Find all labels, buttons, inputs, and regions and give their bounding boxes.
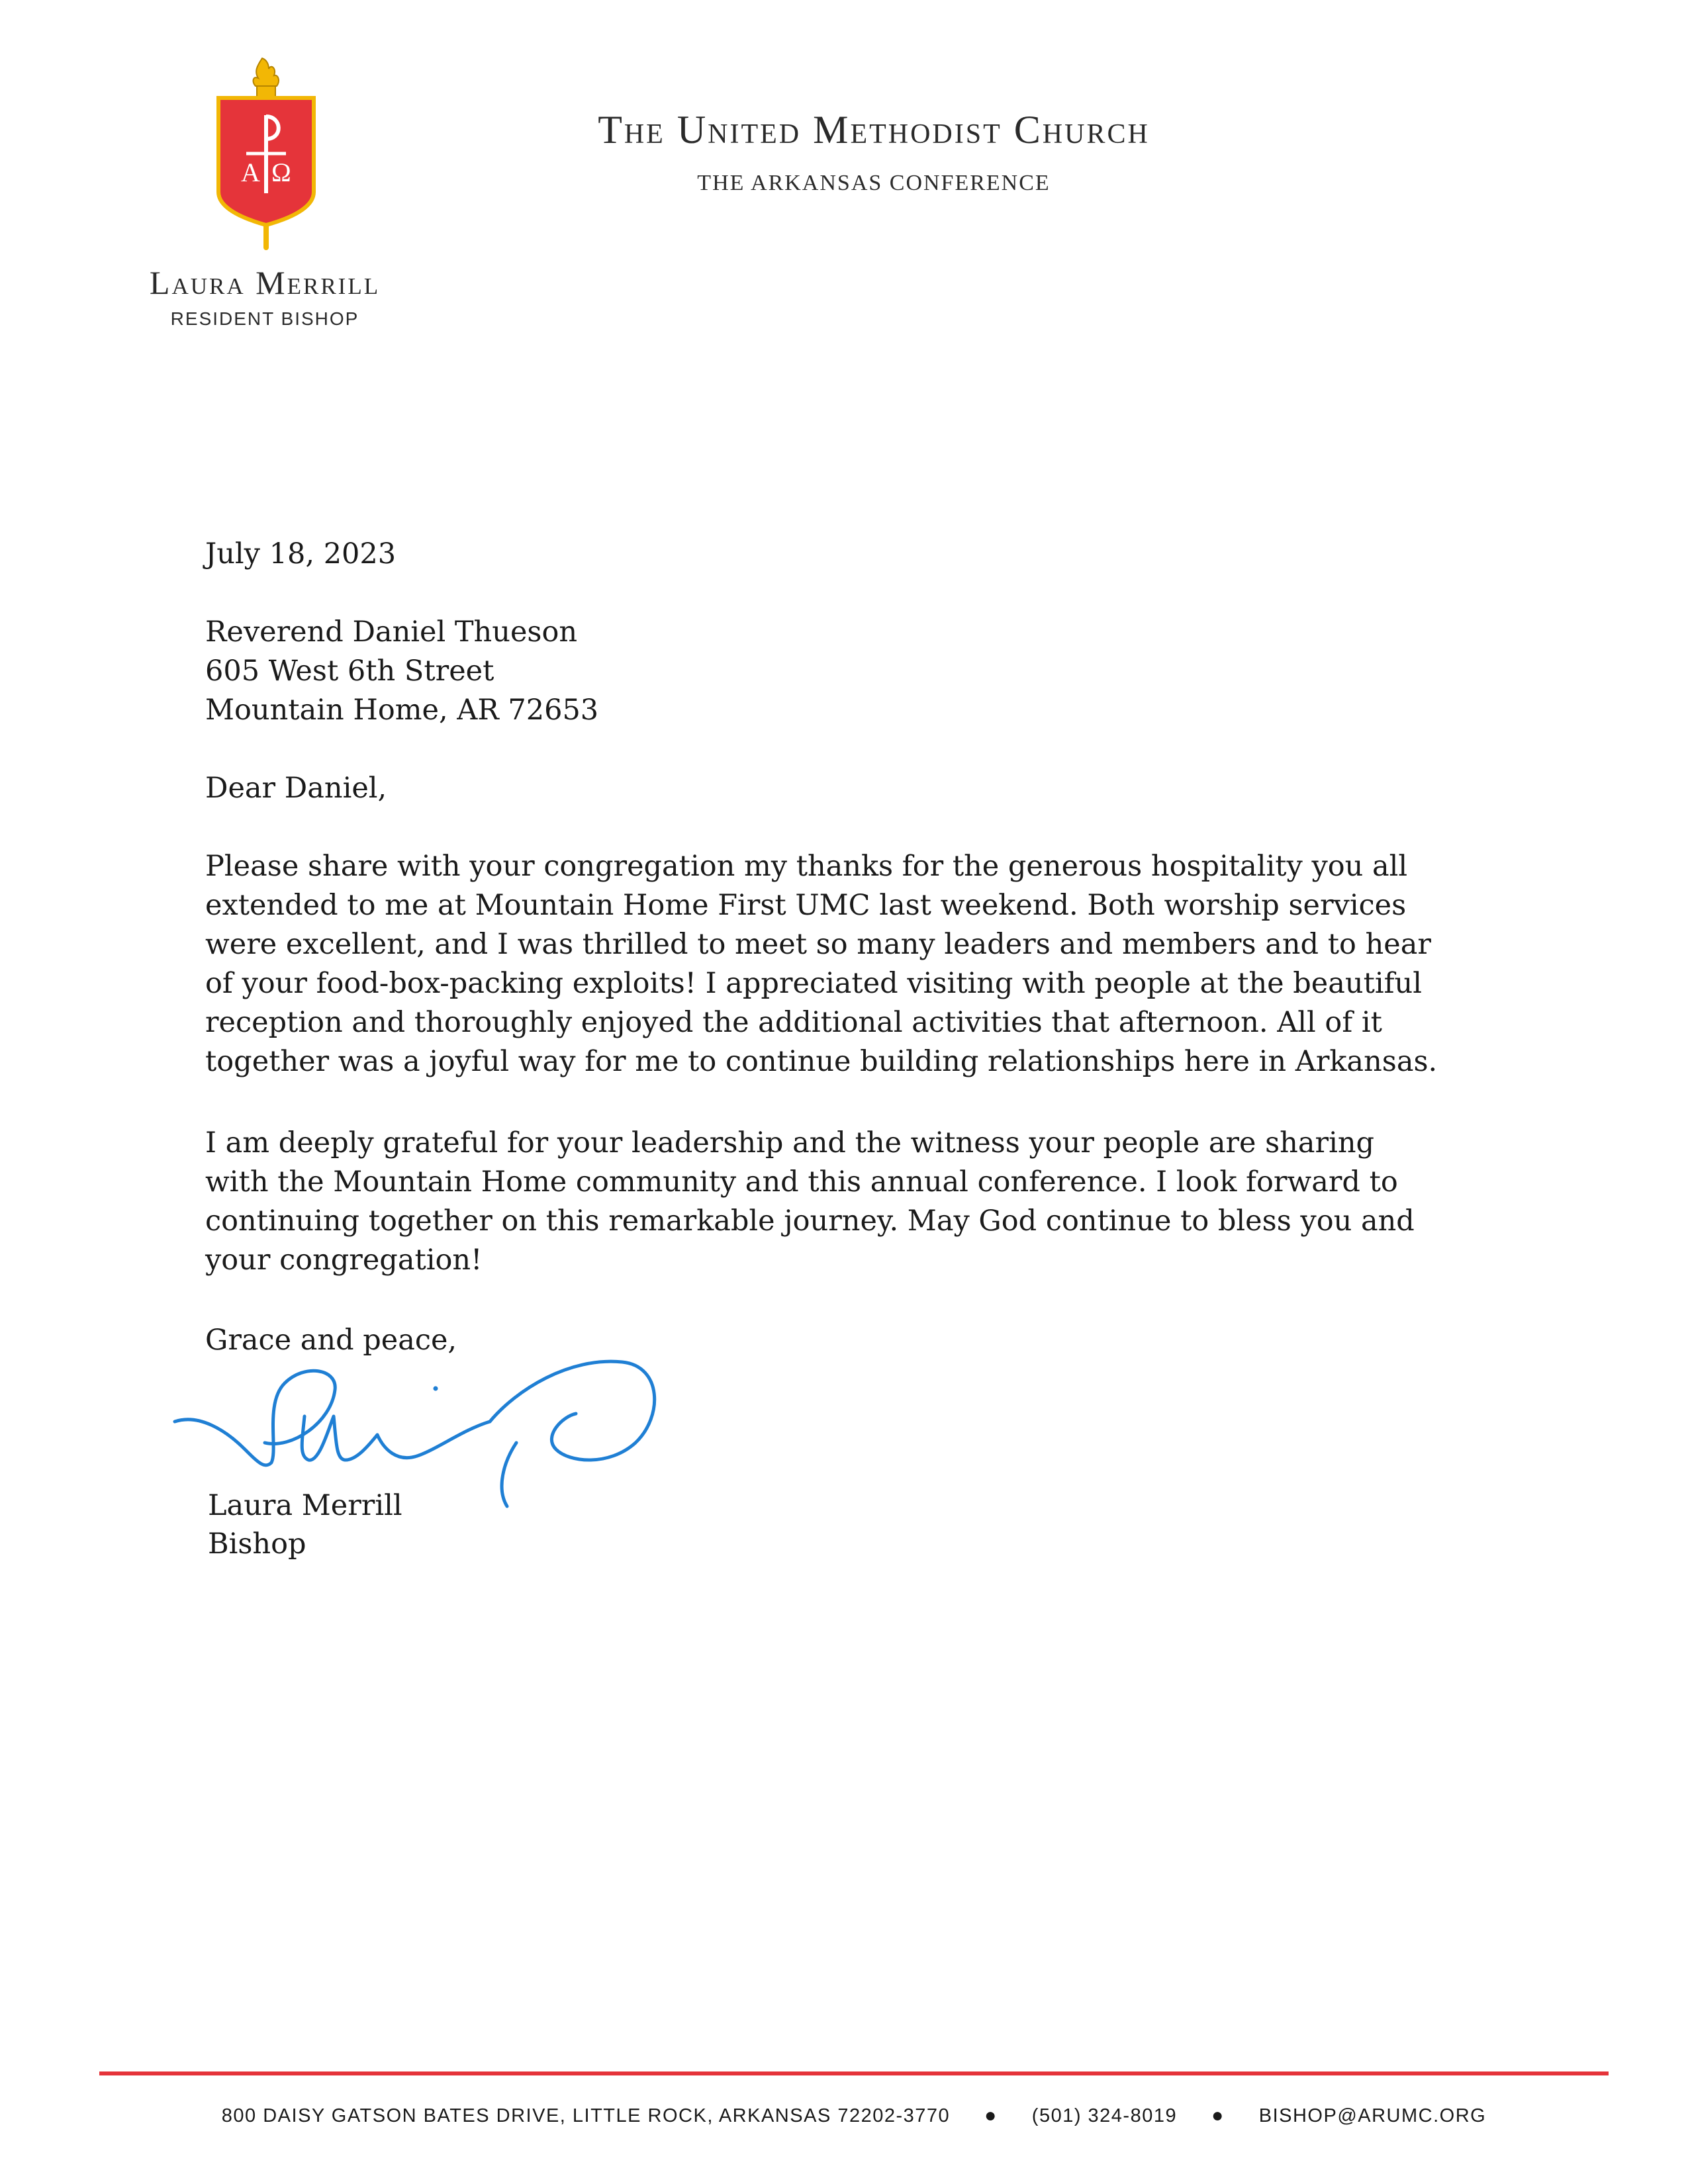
recipient-city-line: Mountain Home, AR 72653 — [205, 694, 599, 727]
svg-text:Ω: Ω — [271, 158, 291, 187]
paragraph-line: Please share with your congregation my thanks for the generous hospitality you all — [205, 850, 1408, 883]
paragraph-line: together was a joyful way for me to continue building relationships here in Arkansas. — [205, 1045, 1438, 1078]
cross-and-flame-shield-icon — [211, 52, 322, 250]
church-name: The United Methodist Church — [598, 108, 1150, 152]
footer-separator: ● — [1211, 2105, 1225, 2126]
svg-text:A: A — [241, 158, 260, 187]
paragraph-line: continuing together on this remarkable journey. May God continue to bless you and — [205, 1205, 1415, 1238]
signer-name: Laura Merrill — [208, 1489, 402, 1522]
recipient-street: 605 West 6th Street — [205, 655, 494, 688]
footer-rule — [99, 2071, 1609, 2075]
paragraph-line: extended to me at Mountain Home First UMC last weekend. Both worship services — [205, 889, 1407, 922]
footer-separator: ● — [984, 2105, 998, 2126]
footer-email: BISHOP@ARUMC.ORG — [1258, 2105, 1487, 2126]
conference-name: THE ARKANSAS CONFERENCE — [697, 171, 1051, 195]
closing: Grace and peace, — [205, 1324, 457, 1357]
paragraph-line: of your food-box-packing exploits! I appreciated visiting with people at the beautiful — [205, 967, 1422, 1000]
paragraph-line: I am deeply grateful for your leadership and the witness your people are sharing — [205, 1126, 1375, 1160]
paragraph-line: your congregation! — [205, 1244, 483, 1277]
bishop-title: RESIDENT BISHOP — [170, 308, 359, 329]
paragraph-2 — [205, 1124, 1463, 1280]
recipient-address — [205, 613, 598, 730]
paragraph-1 — [205, 847, 1463, 1081]
paragraph-line: with the Mountain Home community and this annual conference. I look forward to — [205, 1165, 1398, 1199]
footer-address: 800 DAISY GATSON BATES DRIVE, LITTLE ROCK, ARKANSAS 72202-3770 — [221, 2105, 951, 2126]
paragraph-line: were excellent, and I was thrilled to meet so many leaders and members and to hear — [205, 928, 1431, 961]
letter-date: July 18, 2023 — [205, 537, 397, 570]
paragraph-line: reception and thoroughly enjoyed the additional activities that afternoon. All of it — [205, 1006, 1382, 1039]
bishop-name: Laura Merrill — [149, 264, 381, 301]
handwritten-signature — [172, 1350, 675, 1522]
footer-contact-line — [99, 2105, 1609, 2127]
footer-phone: (501) 324-8019 — [1031, 2105, 1178, 2126]
salutation: Dear Daniel, — [205, 772, 387, 805]
signer-title: Bishop — [208, 1527, 306, 1561]
recipient-name: Reverend Daniel Thueson — [205, 615, 578, 649]
